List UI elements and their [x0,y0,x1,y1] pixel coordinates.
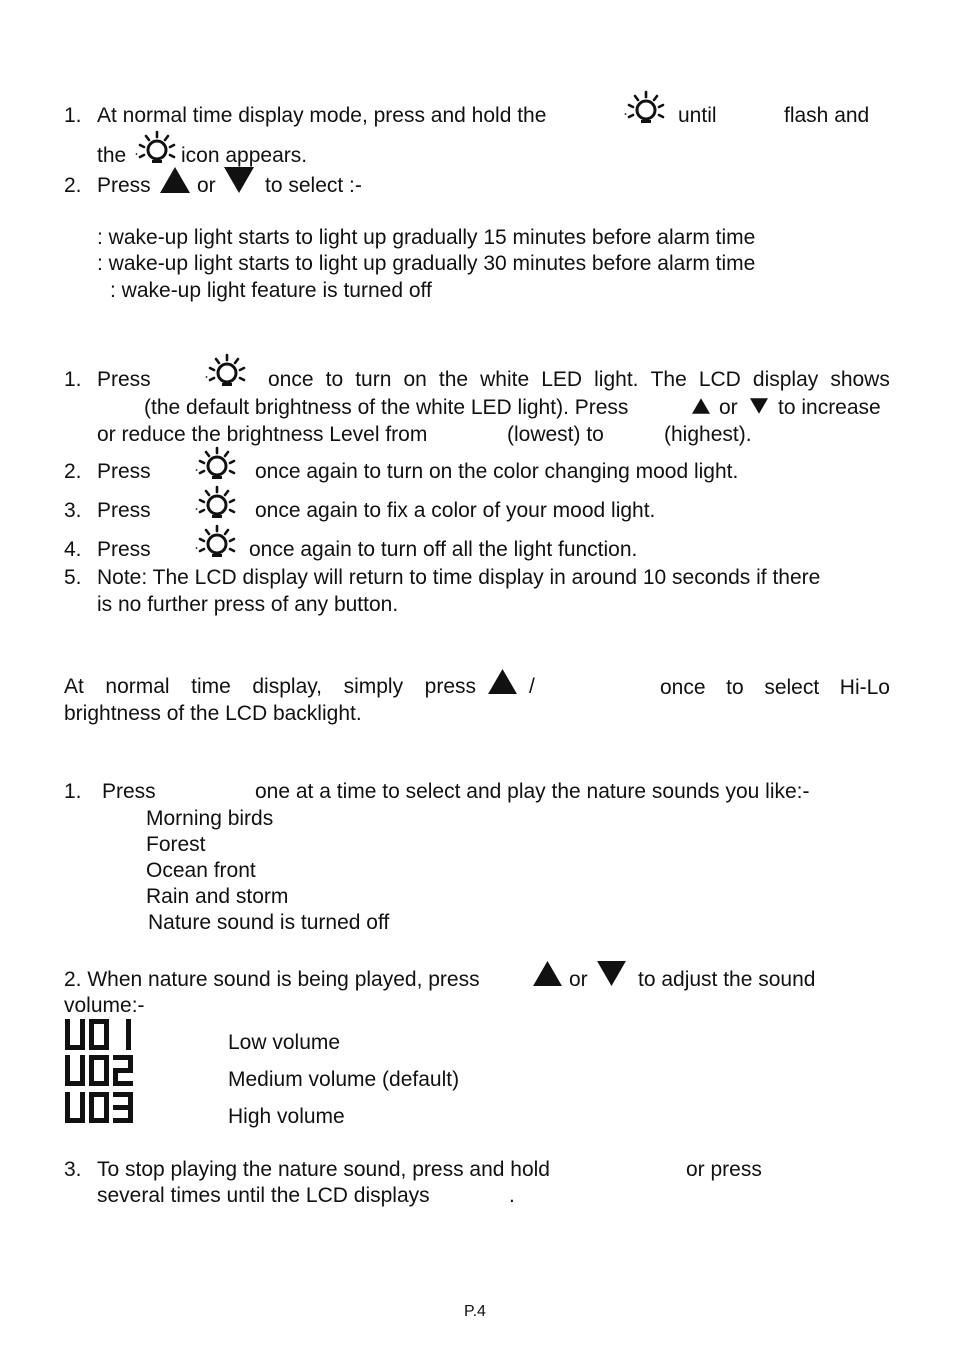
list-number: 2. [64,174,82,197]
lcd-segment [113,1118,133,1123]
instruction-text: or press [686,1158,762,1181]
lcd-segment [89,1055,94,1073]
word: LCD [698,368,741,391]
sound-item: Rain and storm [146,885,289,908]
lcd-volume-readout [64,1092,136,1125]
instruction-text: Press [97,499,151,522]
word: once [268,368,314,391]
sound-item: Nature sound is turned off [148,911,390,934]
option-text: : wake-up light starts to light up gradually 30 minutes before alarm time [97,252,756,275]
word: to [325,368,344,391]
instruction-text: once again to fix a color of your mood light. [255,499,656,522]
instruction-text: flash and [784,104,870,127]
light-bulb-icon [624,90,668,128]
instruction-text: once again to turn on the color changing mood light. [255,460,739,483]
word: display, [252,675,323,698]
lcd-volume-readout [64,1019,136,1052]
up-triangle-icon [692,398,710,414]
instruction-text: brightness of the LCD backlight. [64,702,362,725]
word: select [764,676,820,699]
instruction-text: At normal time display mode, press and hold the [97,104,547,127]
list-number: 4. [64,538,82,561]
instruction-text: Press [97,538,151,561]
lcd-segment [65,1055,70,1073]
volume-label: High volume [228,1105,345,1128]
word: the [438,368,469,391]
volume-label: Low volume [228,1031,341,1054]
light-bulb-icon [195,446,239,484]
word: At [64,675,84,698]
lcd-segment [65,1019,70,1037]
lcd-segment [89,1019,94,1037]
instruction-text: to select :- [265,174,362,197]
instruction-text: Press [102,780,156,803]
instruction-text: or [197,174,216,197]
word: normal [105,675,170,698]
instruction-text: (lowest) to [507,423,604,446]
instruction-text: until [678,104,717,127]
instruction-text: volume:- [64,994,145,1017]
light-bulb-icon [135,130,179,168]
word: on [403,368,427,391]
instruction-text: several times until the LCD displays [97,1184,430,1207]
sound-item: Ocean front [146,859,256,882]
up-triangle-icon [160,167,190,193]
lcd-segment [126,1019,131,1050]
list-number: 1. [64,368,82,391]
down-triangle-icon [224,167,254,193]
instruction-text: icon appears. [181,144,308,167]
word: turn [355,368,392,391]
instruction-text: once again to turn off all the light function. [249,538,638,561]
instruction-text: to adjust the sound [638,968,816,991]
page-number: P.4 [464,1303,486,1320]
light-bulb-icon [195,485,239,523]
instruction-text: To stop playing the nature sound, press and hold [97,1158,550,1181]
lcd-segment [89,1092,94,1110]
instruction-text: or [569,968,588,991]
word: simply [343,675,404,698]
list-number: 2. [64,460,82,483]
word: once [660,676,706,699]
instruction-text: / [529,675,535,698]
instruction-text: or reduce the brightness Level from [97,423,428,446]
instruction-text: to increase [778,396,881,419]
instruction-text: the [97,144,127,167]
instruction-text: 2. When nature sound is being played, press [64,968,480,991]
word: press [424,675,476,698]
word: time [191,675,231,698]
instruction-text: Press [97,460,151,483]
instruction-text: Press [97,174,151,197]
backlight-line [64,676,476,697]
instruction-line [268,369,890,390]
instruction-text: . [509,1184,515,1207]
instruction-text: (highest). [664,423,752,446]
up-triangle-icon [488,669,517,694]
list-number: 5. [64,566,82,589]
sound-item: Morning birds [146,807,274,830]
instruction-text: one at a time to select and play the nature sounds you like:- [255,780,810,803]
instruction-text: (the default brightness of the white LED light). Press [144,396,629,419]
lcd-volume-readout [64,1055,136,1088]
list-number: 3. [64,1158,82,1181]
down-triangle-icon [750,398,768,414]
option-text: : wake-up light starts to light up gradually 15 minutes before alarm time [97,226,756,249]
volume-label: Medium volume (default) [228,1068,460,1091]
lcd-segment [65,1092,70,1110]
backlight-line [660,677,890,698]
instruction-text: Note: The LCD display will return to time display in around 10 seconds if there [97,566,821,589]
instruction-text: Press [97,368,151,391]
lcd-segment [113,1081,133,1086]
list-number: 3. [64,499,82,522]
word: to [726,676,744,699]
word: shows [830,368,890,391]
up-triangle-icon [533,961,562,986]
word: display [752,368,819,391]
light-bulb-icon [205,353,249,391]
instruction-text: or [719,396,738,419]
light-bulb-icon [195,524,239,562]
word: white [480,368,530,391]
down-triangle-icon [597,961,626,986]
word: The [650,368,687,391]
instruction-text: is no further press of any button. [97,593,399,616]
list-number: 1. [64,780,82,803]
sound-item: Forest [146,833,206,856]
word: light. [594,368,639,391]
word: LED [541,368,583,391]
word: Hi-Lo [839,676,890,699]
option-text: : wake-up light feature is turned off [110,279,432,302]
list-number: 1. [64,104,82,127]
